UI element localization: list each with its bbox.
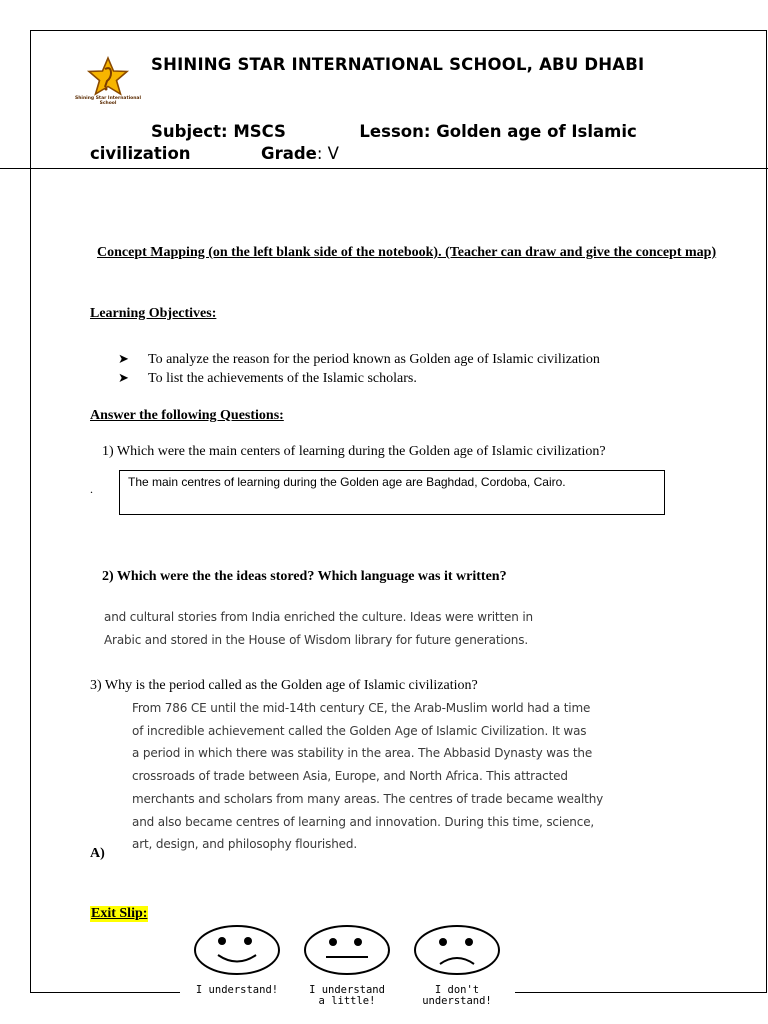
question-3: 3) Why is the period called as the Golden age of Islamic civilization? bbox=[90, 678, 478, 693]
page-border-top bbox=[30, 30, 767, 31]
question-2: 2) Which were the the ideas stored? Which language was it written? bbox=[102, 569, 507, 584]
arrow-bullet-icon: ➤ bbox=[118, 352, 129, 367]
answer-3-label: A) bbox=[90, 846, 105, 861]
arrow-bullet-icon: ➤ bbox=[118, 371, 129, 386]
face-caption-dont-understand: I don't understand! bbox=[402, 985, 512, 1007]
lesson-value: Golden age of Islamic bbox=[436, 122, 637, 141]
question-1: 1) Which were the main centers of learning during the Golden age of Islamic civilization? bbox=[102, 444, 606, 459]
star-logo-icon bbox=[85, 56, 131, 98]
concept-mapping-instruction: Concept Mapping (on the left blank side of the notebook). (Teacher can draw and give the concept map) bbox=[97, 245, 717, 260]
answer-2-text: and cultural stories from India enriched the culture. Ideas were written in Arabic and stored in the House of Wisdom library for future generations. bbox=[104, 610, 534, 647]
face-caption-understand-little: I understand a little! bbox=[292, 985, 402, 1007]
page-border-left bbox=[30, 30, 31, 992]
sad-face-icon[interactable] bbox=[412, 924, 502, 976]
exit-slip-heading: Exit Slip: bbox=[91, 906, 148, 921]
answer-questions-heading: Answer the following Questions: bbox=[90, 408, 284, 423]
happy-face-icon[interactable] bbox=[192, 924, 282, 976]
answer-1-text: The main centres of learning during the Golden age are Baghdad, Cordoba, Cairo. bbox=[128, 475, 566, 489]
objective-item: ➤ To analyze the reason for the period known as Golden age of Islamic civilization bbox=[118, 352, 600, 367]
face-caption-understand: I understand! bbox=[182, 985, 292, 996]
subject-label: Subject: bbox=[151, 122, 228, 141]
grade-label: Grade bbox=[261, 144, 317, 163]
subject-lesson-line bbox=[151, 122, 637, 141]
school-name: SHINING STAR INTERNATIONAL SCHOOL, ABU DHABI bbox=[151, 55, 645, 74]
page-border-right bbox=[766, 30, 767, 992]
page-border-bottom-right bbox=[515, 992, 767, 993]
subject-value: MSCS bbox=[233, 122, 286, 141]
learning-objectives-heading: Learning Objectives: bbox=[90, 306, 217, 321]
lesson-label: Lesson: bbox=[359, 122, 431, 141]
answer-3-text: From 786 CE until the mid-14th century CE, the Arab-Muslim world had a time of incredible achievement called the Golden Age of Islamic Civilization. It was a period in which there was stability in the area. The Abbasid Dynasty was the crossroads of trade between Asia, Europe, and North Africa. This attracted merchants and scholars from many areas. The centres of trade became wealthy and also became centres of learning and innovation. During this time, science, art, design, and philosophy flourished. bbox=[132, 701, 604, 852]
header-divider bbox=[0, 168, 768, 169]
lesson-grade-line bbox=[90, 144, 339, 163]
grade-value: : V bbox=[316, 144, 339, 163]
lesson-value-cont: civilization bbox=[90, 144, 191, 163]
question-1-marker: . bbox=[90, 482, 93, 496]
page-border-bottom-left bbox=[30, 992, 180, 993]
neutral-face-icon[interactable] bbox=[302, 924, 392, 976]
objective-item: ➤ To list the achievements of the Islamic scholars. bbox=[118, 371, 417, 386]
logo-caption: Shining Star International School bbox=[74, 96, 142, 106]
